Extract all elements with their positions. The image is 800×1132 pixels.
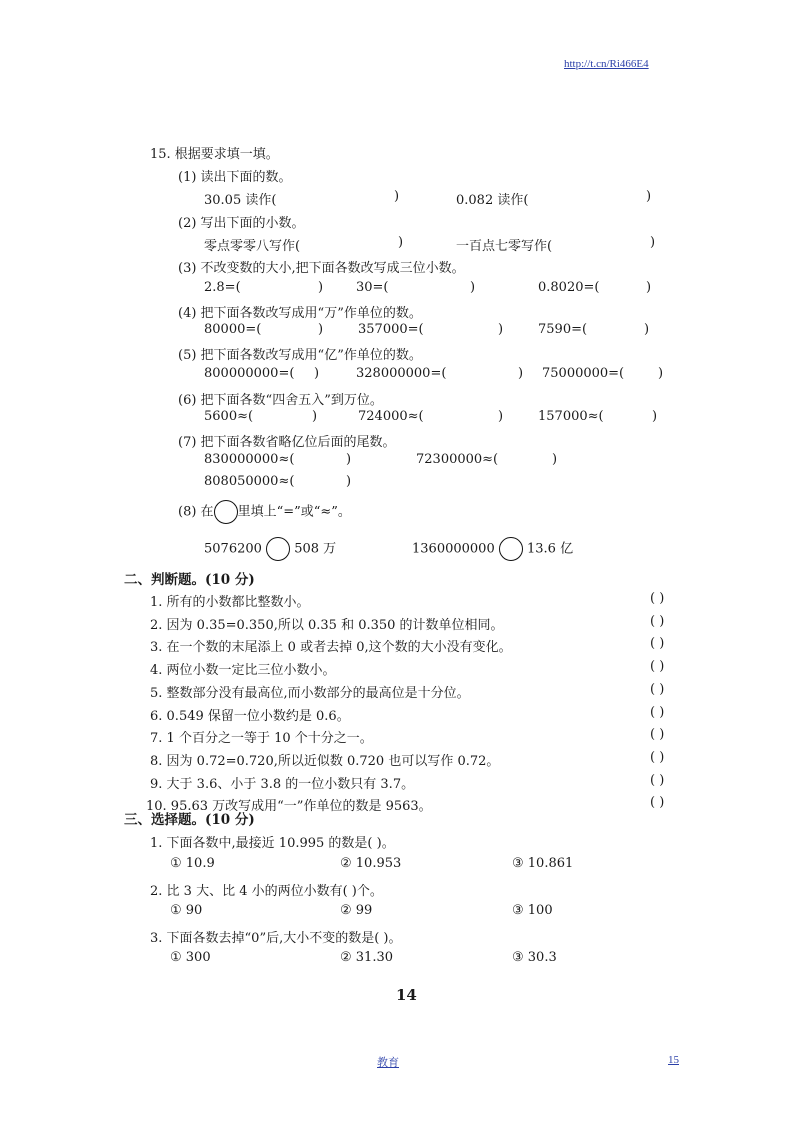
q15-p4-b-close: ) (498, 322, 504, 337)
q15-p6-b: 724000≈( (358, 409, 424, 424)
q15-p6-b-close: ) (498, 409, 504, 424)
q15-p7-c: 808050000≈( (204, 474, 295, 489)
judge-answer-bracket[interactable]: ( ) (650, 636, 665, 651)
judge-item: 4. 两位小数一定比三位小数小。 (150, 663, 336, 678)
judge-item: 9. 大于 3.6、小于 3.8 的一位小数只有 3.7。 (150, 777, 415, 792)
sec3-q1-opt2[interactable]: ② 10.953 (340, 856, 402, 871)
q15-p4-b: 357000=( (358, 322, 424, 337)
judge-answer-bracket[interactable]: ( ) (650, 659, 665, 674)
q15-p8-a (204, 537, 336, 561)
page-number: 14 (396, 986, 417, 1004)
q15-p8-label-pre: (8) 在 (178, 504, 214, 520)
q15-p8-b-right: 13.6 亿 (527, 541, 574, 557)
q15-p3-c: 0.8020=( (538, 280, 600, 295)
q15-p8-b (412, 537, 573, 561)
compare-circle-b[interactable] (499, 537, 523, 561)
q15-p8-b-left: 1360000000 (412, 541, 495, 557)
judge-answer-bracket[interactable]: ( ) (650, 795, 665, 810)
judge-item: 8. 因为 0.72=0.720,所以近似数 0.720 也可以写作 0.72。 (150, 754, 500, 769)
q15-p2-a: 零点零零八写作( (204, 239, 301, 254)
q15-p7-a: 830000000≈( (204, 452, 295, 467)
q15-p1-a-close: ) (394, 189, 400, 204)
q15-p4-c: 7590=( (538, 322, 588, 337)
q15-p5-c-close: ) (658, 366, 664, 381)
judge-item: 2. 因为 0.35=0.350,所以 0.35 和 0.350 的计数单位相同。 (150, 618, 504, 633)
q15-p6-a: 5600≈( (204, 409, 254, 424)
q15-p1-a: 30.05 读作( (204, 193, 277, 208)
judge-item: 5. 整数部分没有最高位,而小数部分的最高位是十分位。 (150, 686, 470, 701)
answer-circle-icon (214, 500, 238, 524)
footer-page-number[interactable]: 15 (668, 1054, 679, 1066)
q15-p4-a-close: ) (318, 322, 324, 337)
q15-p4-a: 80000=( (204, 322, 262, 337)
q15-p3-b-close: ) (470, 280, 476, 295)
judge-item: 6. 0.549 保留一位小数约是 0.6。 (150, 709, 350, 724)
compare-circle-a[interactable] (266, 537, 290, 561)
q15-p7-b: 72300000≈( (416, 452, 499, 467)
q15-p4-label: (4) 把下面各数改写成用“万”作单位的数。 (178, 306, 422, 321)
header-url-link[interactable]: http://t.cn/Ri466E4 (564, 58, 649, 70)
q15-p7-b-close: ) (552, 452, 558, 467)
q15-p7-a-close: ) (346, 452, 352, 467)
q15-p3-label: (3) 不改变数的大小,把下面各数改写成三位小数。 (178, 261, 465, 276)
judge-answer-bracket[interactable]: ( ) (650, 614, 665, 629)
q15-p3-a-close: ) (318, 280, 324, 295)
judge-answer-bracket[interactable]: ( ) (650, 682, 665, 697)
footer-link[interactable]: 教育 (377, 1057, 399, 1069)
sec3-q3-opt3[interactable]: ③ 30.3 (512, 950, 557, 965)
q15-p1-b: 0.082 读作( (456, 193, 529, 208)
q15-p1-label: (1) 读出下面的数。 (178, 170, 292, 185)
judge-item: 3. 在一个数的末尾添上 0 或者去掉 0,这个数的大小没有变化。 (150, 640, 512, 655)
q15-p7-label: (7) 把下面各数省略亿位后面的尾数。 (178, 435, 396, 450)
q15-p6-c: 157000≈( (538, 409, 604, 424)
q15-p5-a-close: ) (314, 366, 320, 381)
judge-answer-bracket[interactable]: ( ) (650, 705, 665, 720)
judge-item: 7. 1 个百分之一等于 10 个十分之一。 (150, 731, 373, 746)
judge-item: 10. 95.63 万改写成用“一”作单位的数是 9563。 (146, 799, 432, 814)
sec3-q1-opt3[interactable]: ③ 10.861 (512, 856, 574, 871)
q15-p5-b-close: ) (518, 366, 524, 381)
q15-p2-label: (2) 写出下面的小数。 (178, 216, 305, 231)
sec2-title: 二、判断题。(10 分) (124, 572, 255, 588)
q15-p8-label (178, 500, 351, 524)
sec3-q3-opt1[interactable]: ① 300 (170, 950, 211, 965)
sec3-title: 三、选择题。(10 分) (124, 812, 255, 828)
q15-p3-c-close: ) (646, 280, 652, 295)
sec3-q3-opt2[interactable]: ② 31.30 (340, 950, 394, 965)
q15-p2-a-close: ) (398, 235, 404, 250)
q15-p8-a-left: 5076200 (204, 541, 262, 557)
q15-p3-b: 30=( (356, 280, 389, 295)
judge-answer-bracket[interactable]: ( ) (650, 727, 665, 742)
judge-answer-bracket[interactable]: ( ) (650, 773, 665, 788)
sec3-q1-opt1[interactable]: ① 10.9 (170, 856, 215, 871)
q15-p1-b-close: ) (646, 189, 652, 204)
judge-answer-bracket[interactable]: ( ) (650, 750, 665, 765)
q15-p4-c-close: ) (644, 322, 650, 337)
sec3-q2-opt3[interactable]: ③ 100 (512, 903, 553, 918)
q15-p5-a: 800000000=( (204, 366, 295, 381)
judge-answer-bracket[interactable]: ( ) (650, 591, 665, 606)
sec3-q2-opt2[interactable]: ② 99 (340, 903, 373, 918)
sec3-q2-opt1[interactable]: ① 90 (170, 903, 203, 918)
q15-p5-label: (5) 把下面各数改写成用“亿”作单位的数。 (178, 348, 422, 363)
q15-p6-c-close: ) (652, 409, 658, 424)
q15-p5-b: 328000000=( (356, 366, 447, 381)
q15-p2-b-close: ) (650, 235, 656, 250)
q15-p5-c: 75000000=( (542, 366, 625, 381)
q15-p3-a: 2.8=( (204, 280, 241, 295)
q15-p6-label: (6) 把下面各数“四舍五入”到万位。 (178, 393, 383, 408)
q15-p8-a-right: 508 万 (294, 541, 337, 557)
q15-p7-c-close: ) (346, 474, 352, 489)
judge-item: 1. 所有的小数都比整数小。 (150, 595, 310, 610)
sec3-q3-stem: 3. 下面各数去掉“0”后,大小不变的数是( )。 (150, 931, 402, 946)
q15-title: 15. 根据要求填一填。 (150, 147, 279, 162)
q15-p2-b: 一百点七零写作( (456, 239, 553, 254)
q15-p6-a-close: ) (312, 409, 318, 424)
sec3-q2-stem: 2. 比 3 大、比 4 小的两位小数有( )个。 (150, 884, 383, 899)
q15-p8-label-post: 里填上“=”或“≈”。 (237, 504, 351, 520)
sec3-q1-stem: 1. 下面各数中,最接近 10.995 的数是( )。 (150, 836, 395, 851)
